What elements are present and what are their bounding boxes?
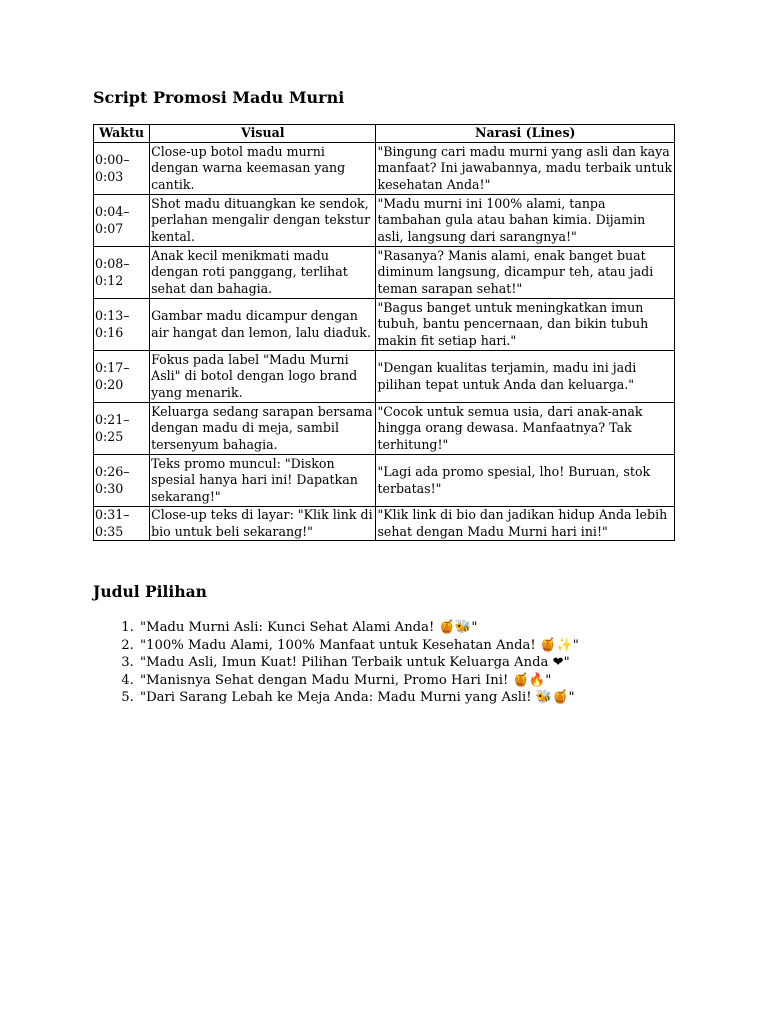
script-table [93, 124, 675, 541]
time-cell: 0:17– 0:20 [94, 351, 150, 403]
table-header-row [94, 125, 675, 143]
table-row [94, 299, 675, 351]
narration-cell: "Madu murni ini 100% alami, tanpa tambahan gula atau bahan kimia. Dijamin asli, langsung dari sarangnya!" [376, 195, 675, 247]
list-item: 4. "Manisnya Sehat dengan Madu Murni, Promo Hari Ini! 🍯🔥" [138, 672, 698, 690]
table-row [94, 507, 675, 541]
table-row [94, 351, 675, 403]
narration-cell: "Bagus banget untuk meningkatkan imun tubuh, bantu pencernaan, dan bikin tubuh makin fit setiap hari." [376, 299, 675, 351]
list-item: 1. "Madu Murni Asli: Kunci Sehat Alami Anda! 🍯🐝" [138, 619, 698, 637]
table-row [94, 195, 675, 247]
narration-cell: "Klik link di bio dan jadikan hidup Anda lebih sehat dengan Madu Murni hari ini!" [376, 507, 675, 541]
header-visual: Visual [150, 125, 376, 143]
time-cell: 0:21– 0:25 [94, 403, 150, 455]
options-title: Judul Pilihan [93, 582, 207, 601]
narration-cell: "Lagi ada promo spesial, lho! Buruan, stok terbatas!" [376, 455, 675, 507]
narration-cell: "Rasanya? Manis alami, enak banget buat diminum langsung, dicampur teh, atau jadi teman sarapan sehat!" [376, 247, 675, 299]
list-item: 3. "Madu Asli, Imun Kuat! Pilihan Terbaik untuk Keluarga Anda ❤" [138, 654, 698, 672]
list-item: 5. "Dari Sarang Lebah ke Meja Anda: Madu Murni yang Asli! 🐝🍯" [138, 689, 698, 707]
list-item: 2. "100% Madu Alami, 100% Manfaat untuk Kesehatan Anda! 🍯✨" [138, 637, 698, 655]
visual-cell: Gambar madu dicampur dengan air hangat dan lemon, lalu diaduk. [150, 299, 376, 351]
table-row [94, 455, 675, 507]
table-row [94, 247, 675, 299]
visual-cell: Fokus pada label "Madu Murni Asli" di botol dengan logo brand yang menarik. [150, 351, 376, 403]
visual-cell: Anak kecil menikmati madu dengan roti panggang, terlihat sehat dan bahagia. [150, 247, 376, 299]
time-cell: 0:26– 0:30 [94, 455, 150, 507]
title-options-list [93, 619, 698, 707]
time-cell: 0:04– 0:07 [94, 195, 150, 247]
visual-cell: Teks promo muncul: "Diskon spesial hanya hari ini! Dapatkan sekarang!" [150, 455, 376, 507]
visual-cell: Shot madu dituangkan ke sendok, perlahan mengalir dengan tekstur kental. [150, 195, 376, 247]
header-narasi: Narasi (Lines) [376, 125, 675, 143]
table-row [94, 403, 675, 455]
narration-cell: "Cocok untuk semua usia, dari anak-anak hingga orang dewasa. Manfaatnya? Tak terhitung!" [376, 403, 675, 455]
time-cell: 0:08– 0:12 [94, 247, 150, 299]
time-cell: 0:00– 0:03 [94, 143, 150, 195]
visual-cell: Close-up teks di layar: "Klik link di bio untuk beli sekarang!" [150, 507, 376, 541]
visual-cell: Keluarga sedang sarapan bersama dengan madu di meja, sambil tersenyum bahagia. [150, 403, 376, 455]
document-title: Script Promosi Madu Murni [93, 88, 345, 107]
table-row [94, 143, 675, 195]
visual-cell: Close-up botol madu murni dengan warna keemasan yang cantik. [150, 143, 376, 195]
time-cell: 0:31– 0:35 [94, 507, 150, 541]
narration-cell: "Dengan kualitas terjamin, madu ini jadi pilihan tepat untuk Anda dan keluarga." [376, 351, 675, 403]
narration-cell: "Bingung cari madu murni yang asli dan kaya manfaat? Ini jawabannya, madu terbaik untuk kesehatan Anda!" [376, 143, 675, 195]
time-cell: 0:13– 0:16 [94, 299, 150, 351]
header-waktu: Waktu [94, 125, 150, 143]
